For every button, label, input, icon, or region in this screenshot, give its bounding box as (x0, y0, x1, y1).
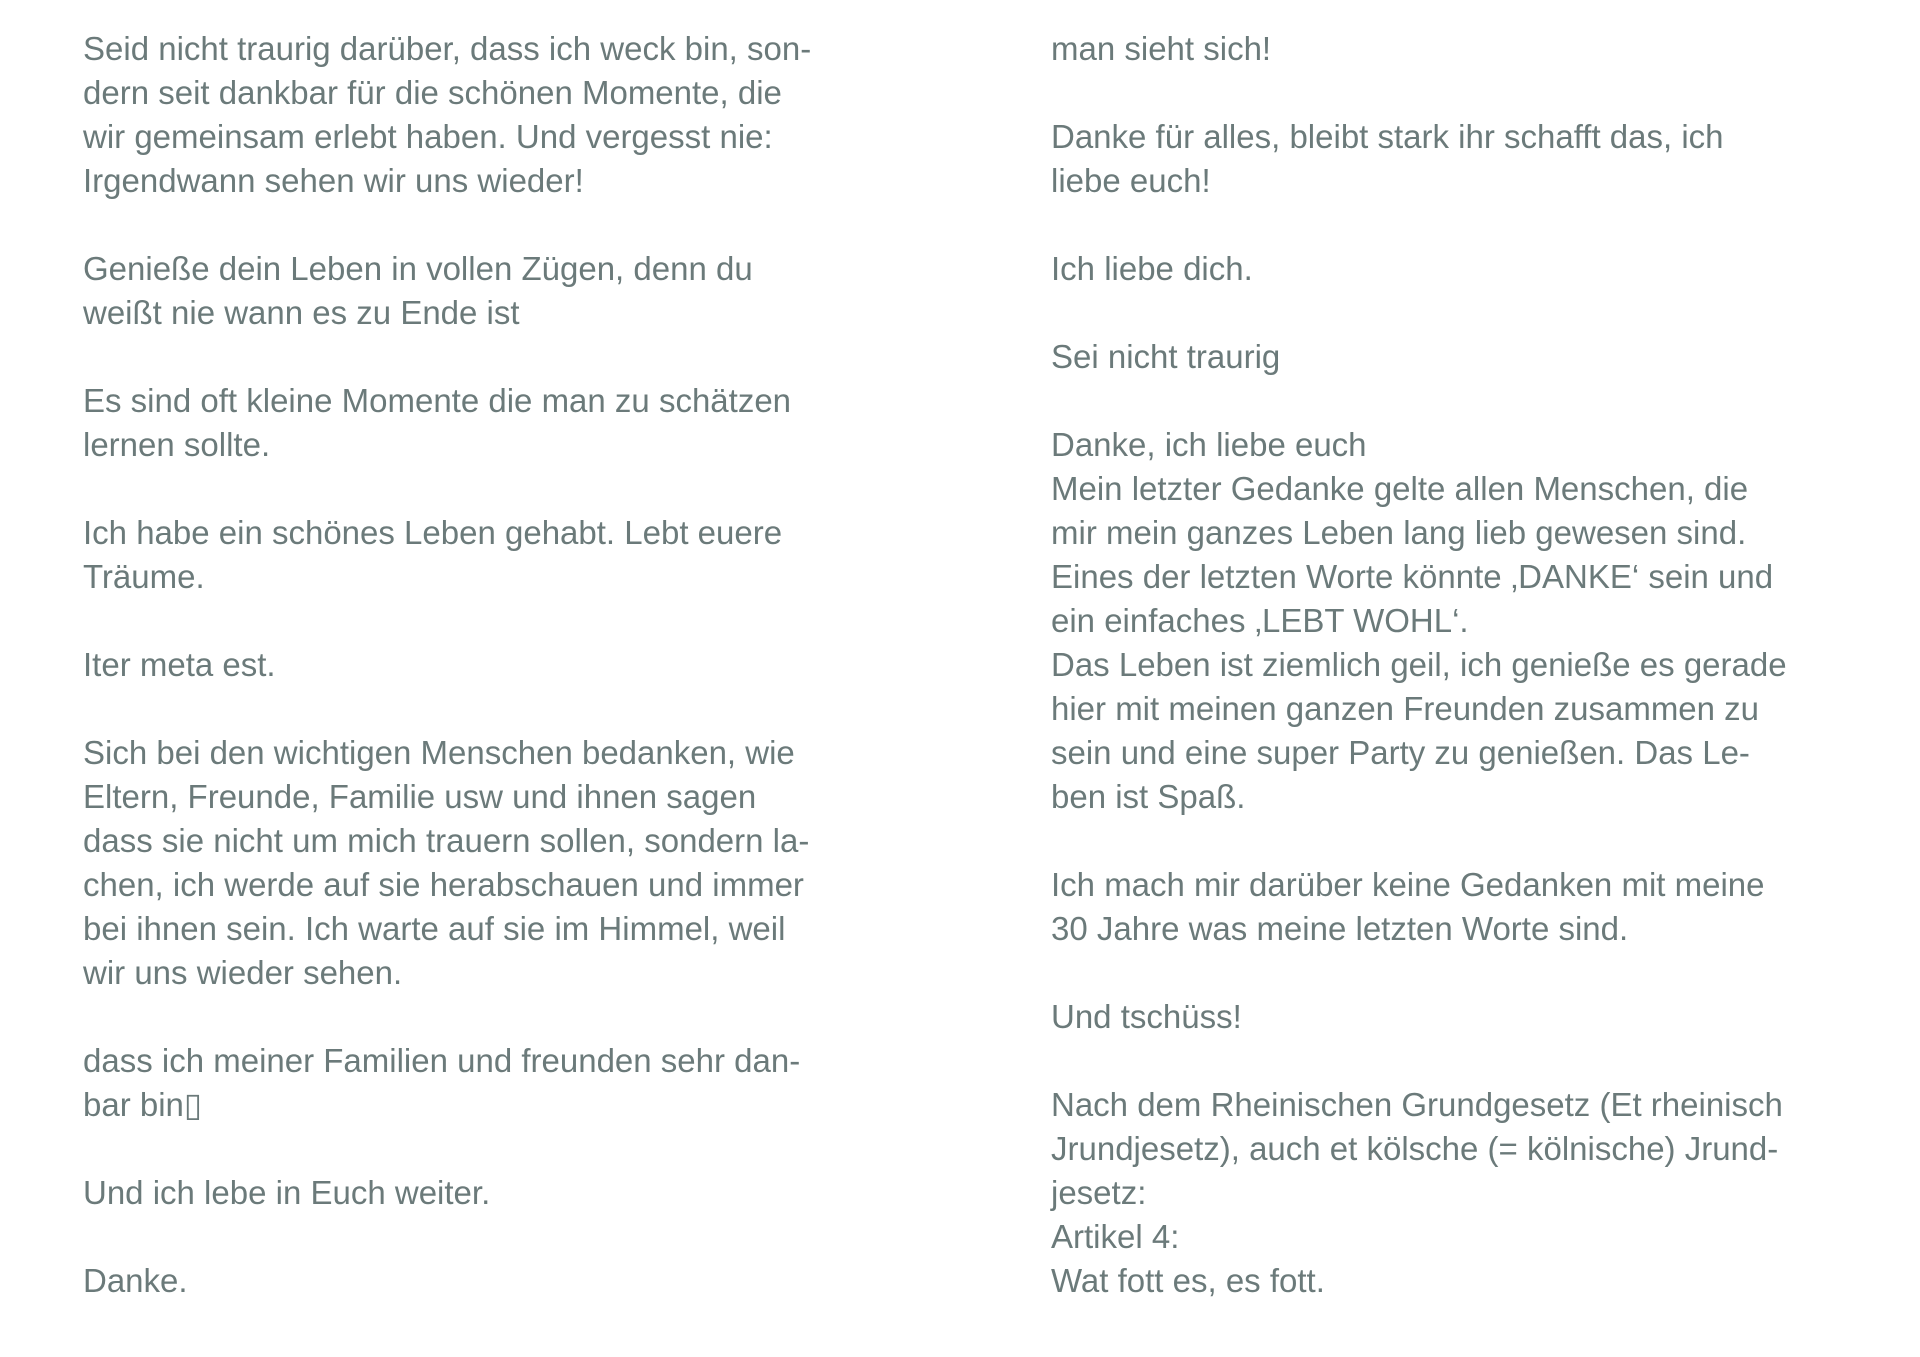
text-entry: Ich mach mir darüber keine Gedanken mit meine 30 Jahre was meine letzten Worte sind. (1051, 866, 1765, 947)
text-entry: Das Leben ist ziemlich geil, ich genieße es gerade hier mit meinen ganzen Freunden zusammen zu sein und eine super Party zu genießen. Das Le- ben ist Spaß. (1051, 646, 1787, 815)
text-entry: Und ich lebe in Euch weiter. (83, 1174, 491, 1211)
text-entry: Danke für alles, bleibt stark ihr schafft das, ich liebe euch! (1051, 118, 1724, 199)
text-entry: dass ich meiner Familien und freunden sehr dan- bar bin▯ (83, 1042, 801, 1123)
text-entry: Danke. (83, 1262, 188, 1299)
right-column (1051, 27, 1871, 1347)
text-entry: Ich liebe dich. (1051, 250, 1253, 287)
text-entry: Iter meta est. (83, 646, 276, 683)
text-entry: Nach dem Rheinischen Grundgesetz (Et rheinisch Jrundjesetz), auch et kölsche (= kölnische) Jrund- jesetz: Artikel 4: Wat fott es, es fott. (1051, 1086, 1783, 1299)
text-entry: Sich bei den wichtigen Menschen bedanken, wie Eltern, Freunde, Familie usw und ihnen sagen dass sie nicht um mich trauern sollen, sondern la- chen, ich werde auf sie herabschauen und immer bei ihnen sein. Ich warte auf sie im Himmel, weil wir uns wieder sehen. (83, 734, 810, 991)
text-entry: Sei nicht traurig (1051, 338, 1281, 375)
text-entry: Ich habe ein schönes Leben gehabt. Lebt euere Träume. (83, 514, 783, 595)
text-entry: Seid nicht traurig darüber, dass ich weck bin, son- dern seit dankbar für die schönen Momente, die wir gemeinsam erlebt haben. Und vergesst nie: Irgendwann sehen wir uns wieder! (83, 30, 812, 199)
text-entry: Eines der letzten Worte könnte ‚DANKE‘ sein und ein einfaches ‚LEBT WOHL‘. (1051, 558, 1774, 639)
text-entry: Es sind oft kleine Momente die man zu schätzen lernen sollte. (83, 382, 792, 463)
text-entry: Danke, ich liebe euch (1051, 426, 1367, 463)
text-entry: man sieht sich! (1051, 30, 1272, 67)
text-entry: Mein letzter Gedanke gelte allen Menschen, die mir mein ganzes Leben lang lieb gewesen sind. (1051, 470, 1749, 551)
left-column (83, 27, 883, 1347)
text-entry: Und tschüss! (1051, 998, 1242, 1035)
text-entry: Genieße dein Leben in vollen Zügen, denn du weißt nie wann es zu Ende ist (83, 250, 753, 331)
